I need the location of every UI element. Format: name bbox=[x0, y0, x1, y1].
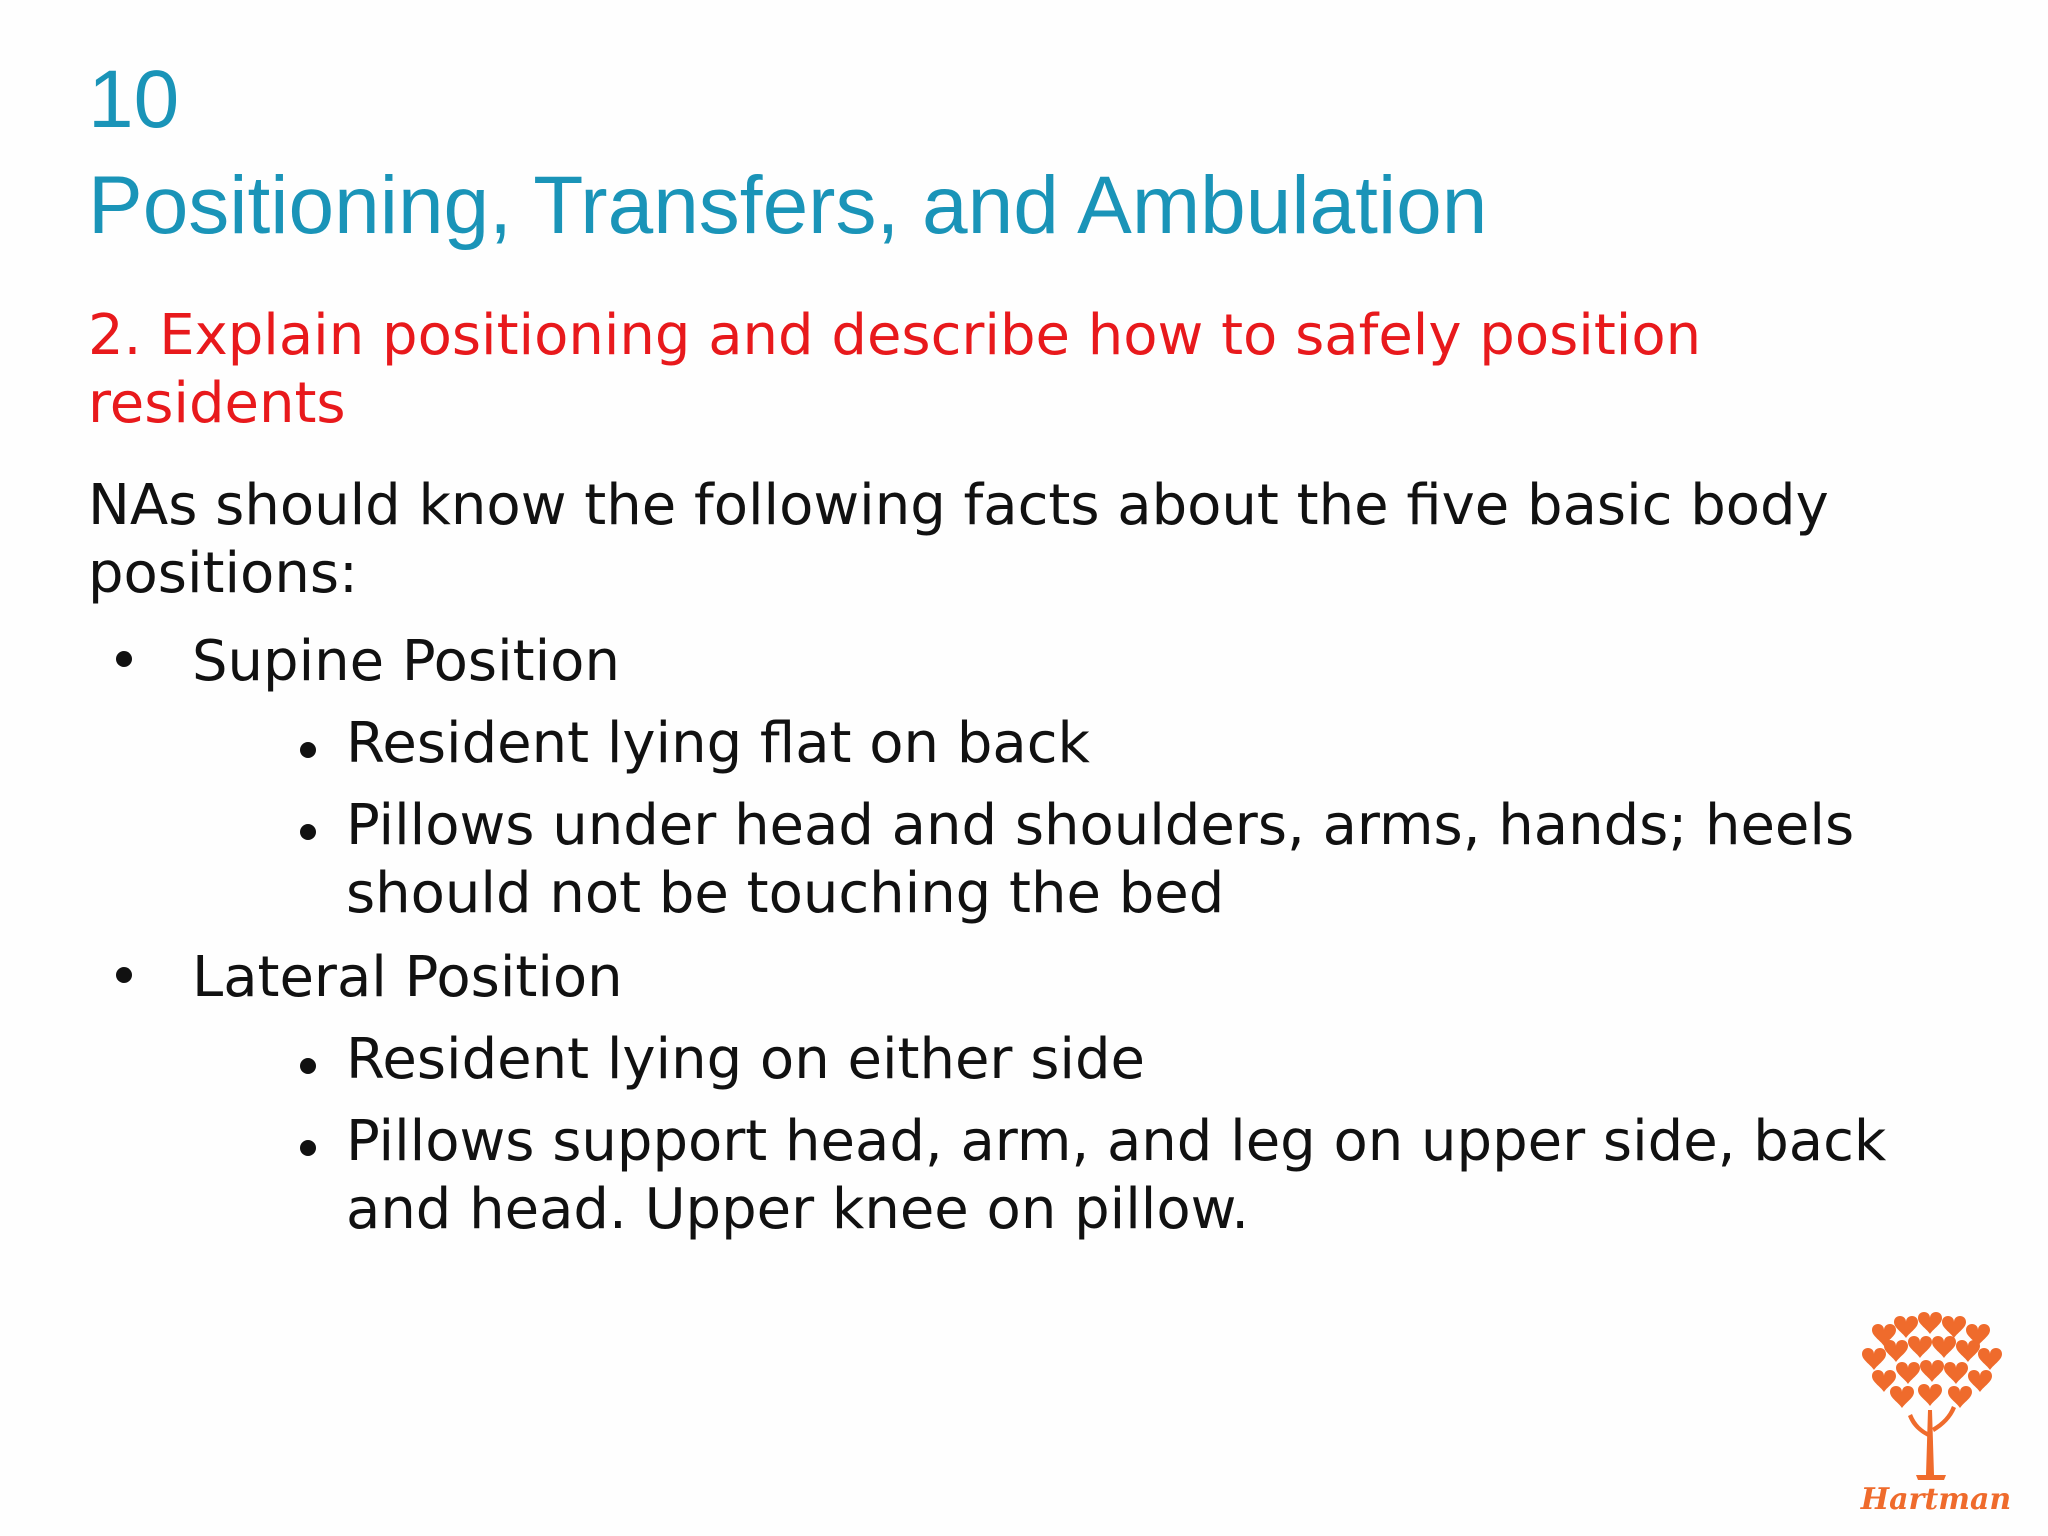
position-detail-text: Pillows support head, arm, and leg on upper side, back and head. Upper knee on pillow. bbox=[346, 1109, 1887, 1242]
position-detail bbox=[300, 710, 1980, 778]
bullet-icon bbox=[300, 1058, 316, 1074]
bullet-icon bbox=[300, 1140, 316, 1156]
bullet-icon bbox=[116, 967, 132, 983]
position-label: Supine Position bbox=[192, 629, 620, 694]
position-detail-text: Pillows under head and shoulders, arms, hands; heels should not be touching the bed bbox=[346, 793, 1855, 926]
chapter-title: Positioning, Transfers, and Ambulation bbox=[88, 160, 1488, 251]
hartman-logo bbox=[1856, 1310, 2016, 1520]
position-detail bbox=[300, 792, 1980, 928]
position-detail bbox=[300, 1108, 1980, 1244]
bullet-icon bbox=[116, 651, 132, 667]
position-item-lateral bbox=[116, 944, 623, 1012]
position-label: Lateral Position bbox=[192, 945, 623, 1010]
position-item-supine bbox=[116, 628, 620, 696]
logo-text: Hartman bbox=[1860, 1482, 2012, 1517]
chapter-number: 10 bbox=[88, 54, 180, 145]
bullet-icon bbox=[300, 824, 316, 840]
position-detail-text: Resident lying on either side bbox=[346, 1027, 1145, 1092]
position-detail bbox=[300, 1026, 1980, 1094]
bullet-icon bbox=[300, 742, 316, 758]
tree-of-hearts-icon bbox=[1856, 1310, 2016, 1485]
learning-objective: 2. Explain positioning and describe how to safely position residents bbox=[88, 303, 1702, 436]
intro-text: NAs should know the following facts about the five basic body positions: bbox=[88, 473, 1829, 606]
position-detail-text: Resident lying flat on back bbox=[346, 711, 1090, 776]
